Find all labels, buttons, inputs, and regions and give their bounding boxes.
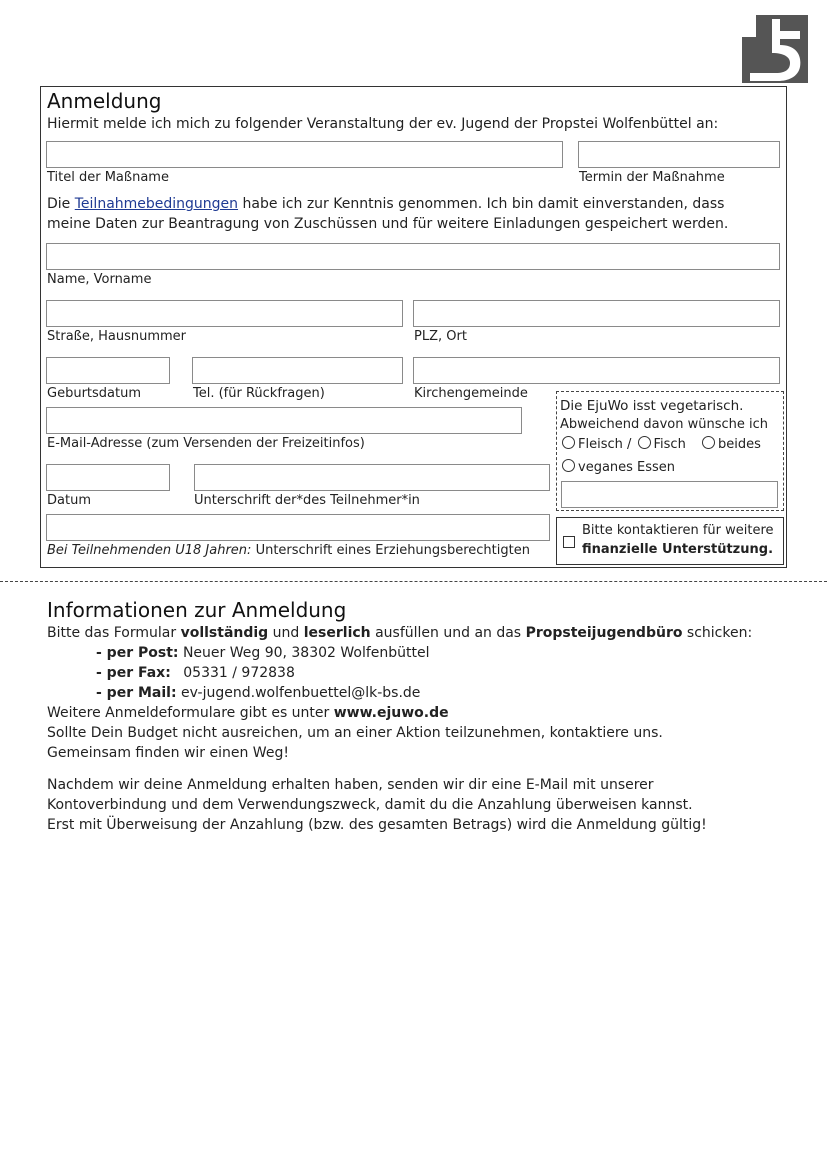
form-intro: Hiermit melde ich mich zu folgender Veranstaltung der ev. Jugend der Propstei Wolfenbüttel an:: [47, 116, 719, 132]
financial-support-checkbox[interactable]: [563, 536, 575, 548]
contact-line-2: finanzielle Unterstützung.: [582, 542, 774, 557]
info-text: und: [272, 625, 300, 641]
guardian-signature-field[interactable]: [46, 514, 550, 541]
meat-radio[interactable]: [562, 436, 575, 449]
info-text: ausfüllen und an das: [375, 625, 522, 641]
birthdate-label: Geburtsdatum: [47, 386, 141, 401]
budget-line-2: Gemeinsam finden wir einen Weg!: [47, 745, 289, 761]
vegan-option-row: [562, 459, 675, 475]
contact-line-1: Bitte kontaktieren für weitere: [582, 523, 774, 538]
terms-link[interactable]: Teilnahmebedingungen: [74, 196, 239, 212]
email-label: E-Mail-Adresse (zum Versenden der Freizeitinfos): [47, 436, 365, 451]
vegan-radio[interactable]: [562, 459, 575, 472]
street-field[interactable]: [46, 300, 403, 327]
fish-option-label: Fisch: [653, 437, 686, 452]
ejuwo-logo-icon: [742, 15, 808, 83]
form-title: Anmeldung: [47, 89, 162, 113]
meat-option-label: Fleisch /: [578, 437, 632, 452]
guardian-prefix: Bei Teilnehmenden U18 Jahren:: [47, 543, 252, 558]
consent-prefix: Die: [47, 196, 71, 212]
info-bold: vollständig: [180, 625, 269, 641]
event-title-field[interactable]: [46, 141, 563, 168]
mail-value: ev-jugend.wolfenbuettel@lk-bs.de: [181, 685, 421, 701]
consent-line-2: meine Daten zur Beantragung von Zuschüssen und für weitere Einladungen gespeichert werden.: [47, 216, 729, 232]
phone-label: Tel. (für Rückfragen): [193, 386, 325, 401]
birthdate-field[interactable]: [46, 357, 170, 384]
diet-options-row: [562, 436, 761, 452]
consent-line-1: [47, 196, 724, 212]
info-bold: Propsteijugendbüro: [525, 625, 683, 641]
info-bold: leserlich: [303, 625, 371, 641]
zip-city-label: PLZ, Ort: [414, 329, 467, 344]
guardian-suffix: Unterschrift eines Erziehungsberechtigten: [255, 543, 530, 558]
more-forms-line: [47, 705, 449, 721]
info-text: schicken:: [686, 625, 753, 641]
mail-label: - per Mail:: [96, 685, 177, 701]
email-field[interactable]: [46, 407, 522, 434]
post-label: - per Post:: [96, 645, 179, 661]
post-value: Neuer Weg 90, 38302 Wolfenbüttel: [182, 645, 430, 661]
phone-field[interactable]: [192, 357, 403, 384]
info-text: Bitte das Formular: [47, 625, 177, 641]
street-label: Straße, Hausnummer: [47, 329, 187, 344]
signature-field[interactable]: [194, 464, 550, 491]
fax-label: - per Fax:: [96, 665, 171, 681]
fax-value: 05331 / 972838: [183, 665, 295, 681]
veg-subline: Abweichend davon wünsche ich: [560, 417, 769, 432]
website-link[interactable]: www.ejuwo.de: [333, 705, 449, 721]
info-title: Informationen zur Anmeldung: [47, 598, 347, 622]
name-label: Name, Vorname: [47, 272, 152, 287]
after-line-3: Erst mit Überweisung der Anzahlung (bzw. des gesamten Betrags) wird die Anmeldung gültig!: [47, 817, 707, 833]
info-text: Weitere Anmeldeformulare gibt es unter: [47, 705, 330, 721]
signature-label: Unterschrift der*des Teilnehmer*in: [194, 493, 420, 508]
parish-field[interactable]: [413, 357, 780, 384]
event-title-label: Titel der Maßname: [47, 170, 169, 185]
mail-line: [96, 685, 420, 701]
budget-line-1: Sollte Dein Budget nicht ausreichen, um an einer Aktion teilzunehmen, kontaktiere uns.: [47, 725, 663, 741]
guardian-signature-label: [47, 543, 530, 558]
name-field[interactable]: [46, 243, 780, 270]
consent-rest: habe ich zur Kenntnis genommen. Ich bin damit einverstanden, dass: [242, 196, 725, 212]
diet-other-field[interactable]: [561, 481, 778, 508]
both-radio[interactable]: [702, 436, 715, 449]
date-label: Datum: [47, 493, 91, 508]
event-date-label: Termin der Maßnahme: [579, 170, 725, 185]
after-line-1: Nachdem wir deine Anmeldung erhalten haben, senden wir dir eine E-Mail mit unserer: [47, 777, 654, 793]
post-line: [96, 645, 430, 661]
zip-city-field[interactable]: [413, 300, 780, 327]
event-date-field[interactable]: [578, 141, 780, 168]
info-line-1: [47, 625, 752, 641]
after-line-2: Kontoverbindung und dem Verwendungszweck, damit du die Anzahlung überweisen kannst.: [47, 797, 693, 813]
fax-line: [96, 665, 295, 681]
vegan-option-label: veganes Essen: [578, 460, 676, 475]
both-option-label: beides: [717, 437, 761, 452]
cut-line: [0, 581, 827, 582]
veg-headline: Die EjuWo isst vegetarisch.: [560, 398, 744, 414]
parish-label: Kirchengemeinde: [414, 386, 528, 401]
date-field[interactable]: [46, 464, 170, 491]
fish-radio[interactable]: [638, 436, 651, 449]
